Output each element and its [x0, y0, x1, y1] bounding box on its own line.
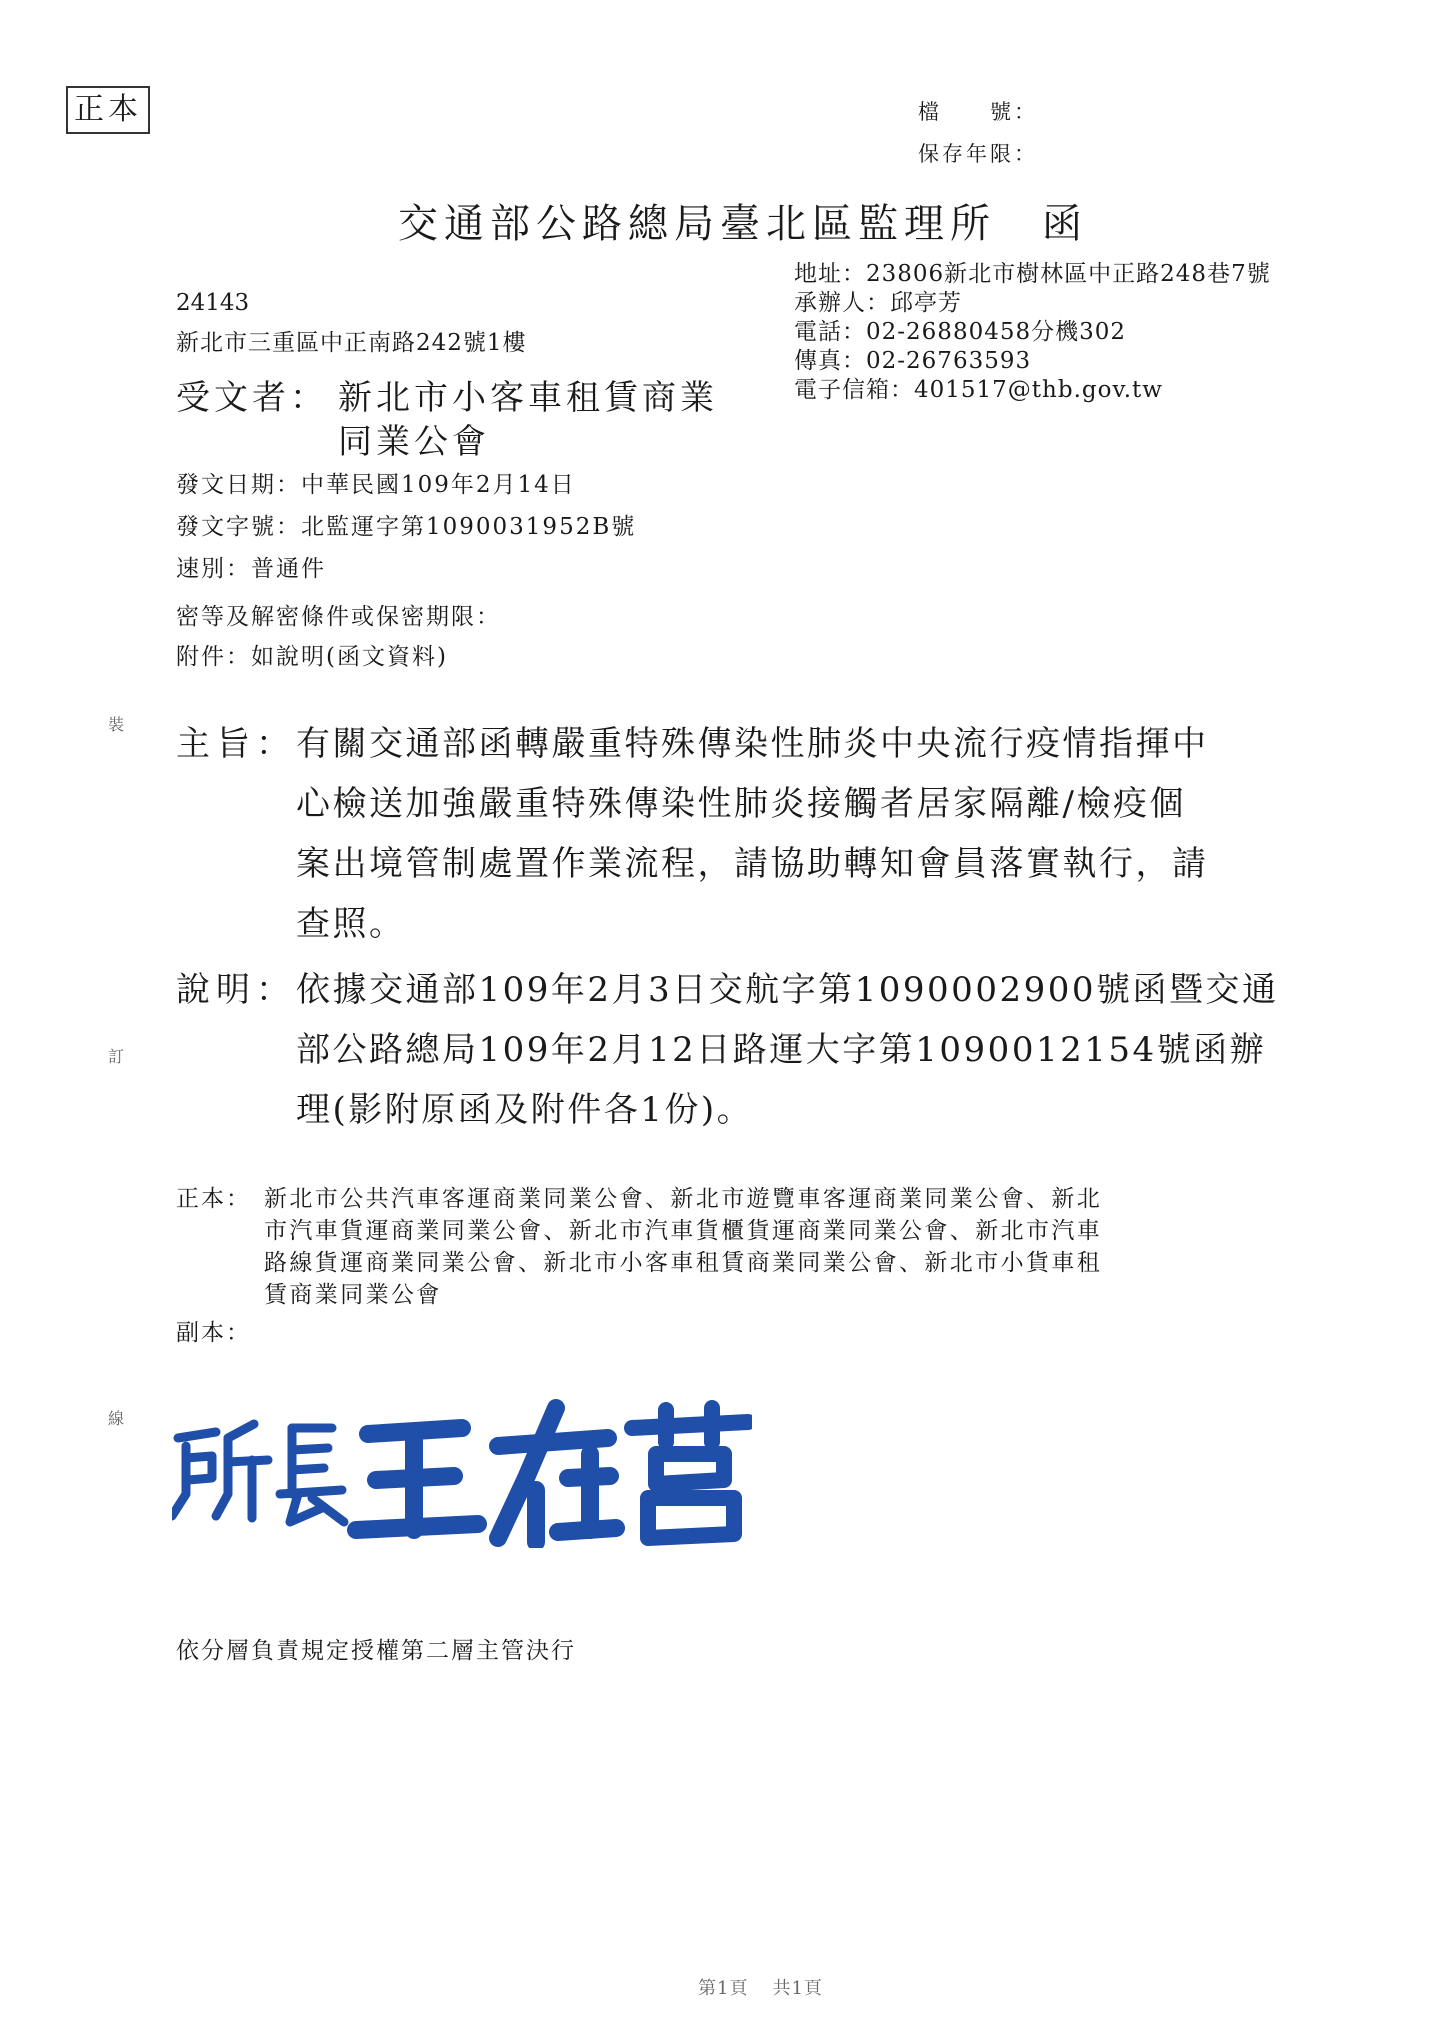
recipient-name-line: 新北市小客車租賃商業: [338, 378, 718, 418]
page-indicator: [698, 1974, 847, 2000]
explanation-label: 說明：: [176, 970, 296, 1010]
explanation-line: 依據交通部109年2月3日交航字第1090002900號函暨交通: [296, 970, 1279, 1010]
recipient-postcode: 24143: [176, 290, 250, 316]
director-signature-seal: [172, 1398, 752, 1548]
document-number: 發文字號：北監運字第1090031952B號: [176, 514, 637, 540]
subject-line: 查照。: [296, 904, 406, 944]
issue-date: 發文日期：中華民國109年2月14日: [176, 472, 576, 498]
recipient-address: 新北市三重區中正南路242號1樓: [176, 330, 527, 356]
explanation-line: 理(影附原函及附件各1份)。: [296, 1090, 754, 1130]
sender-phone: 電話：02-26880458分機302: [794, 319, 1127, 345]
subject-line: 有關交通部函轉嚴重特殊傳染性肺炎中央流行疫情指揮中: [296, 724, 1209, 764]
sender-email: 電子信箱：401517@thb.gov.tw: [794, 377, 1163, 403]
subject-label: 主旨：: [176, 724, 296, 764]
recipient-name-line: 同業公會: [338, 422, 490, 462]
attachment-info: 附件：如說明(函文資料): [176, 644, 448, 670]
sender-fax: 傳真：02-26763593: [794, 348, 1032, 374]
secrecy-level: 密等及解密條件或保密期限：: [176, 604, 501, 630]
delivery-speed: 速別：普通件: [176, 556, 326, 582]
file-number-label: 檔 號：: [918, 100, 1038, 124]
subject-line: 心檢送加強嚴重特殊傳染性肺炎接觸者居家隔離/檢疫個: [296, 784, 1186, 824]
recipient-label: 受文者：: [176, 378, 328, 418]
total-pages: 共1頁: [772, 1978, 823, 1999]
copy-recipients-label: 副本：: [176, 1320, 251, 1346]
sender-handler: 承辦人：邱亭芳: [794, 290, 962, 316]
binding-mark-ding: 訂: [108, 1047, 125, 1066]
subject-line: 案出境管制處置作業流程，請協助轉知會員落實執行，請: [296, 844, 1209, 884]
explanation-line: 部公路總局109年2月12日路運大字第1090012154號函辦: [296, 1030, 1267, 1070]
sender-address: 地址：23806新北市樹林區中正路248巷7號: [794, 261, 1271, 287]
original-recipients-line: 賃商業同業公會: [264, 1282, 442, 1308]
original-recipients-line: 市汽車貨運商業同業公會、新北市汽車貨櫃貨運商業同業公會、新北市汽車: [264, 1218, 1103, 1244]
original-recipients-line: 路線貨運商業同業公會、新北市小客車租賃商業同業公會、新北市小貨車租: [264, 1250, 1103, 1276]
current-page: 第1頁: [698, 1978, 749, 1999]
original-copy-stamp: 正本: [66, 86, 150, 134]
original-recipients-line: 新北市公共汽車客運商業同業公會、新北市遊覽車客運商業同業公會、新北: [264, 1186, 1103, 1212]
original-recipients-label: 正本：: [176, 1186, 251, 1212]
binding-mark-zhuang: 裝: [108, 715, 125, 734]
binding-mark-xian: 線: [108, 1409, 125, 1428]
delegation-note: 依分層負責規定授權第二層主管決行: [176, 1638, 576, 1664]
retention-period-label: 保存年限：: [918, 142, 1038, 166]
document-title: 交通部公路總局臺北區監理所 函: [398, 201, 1088, 247]
